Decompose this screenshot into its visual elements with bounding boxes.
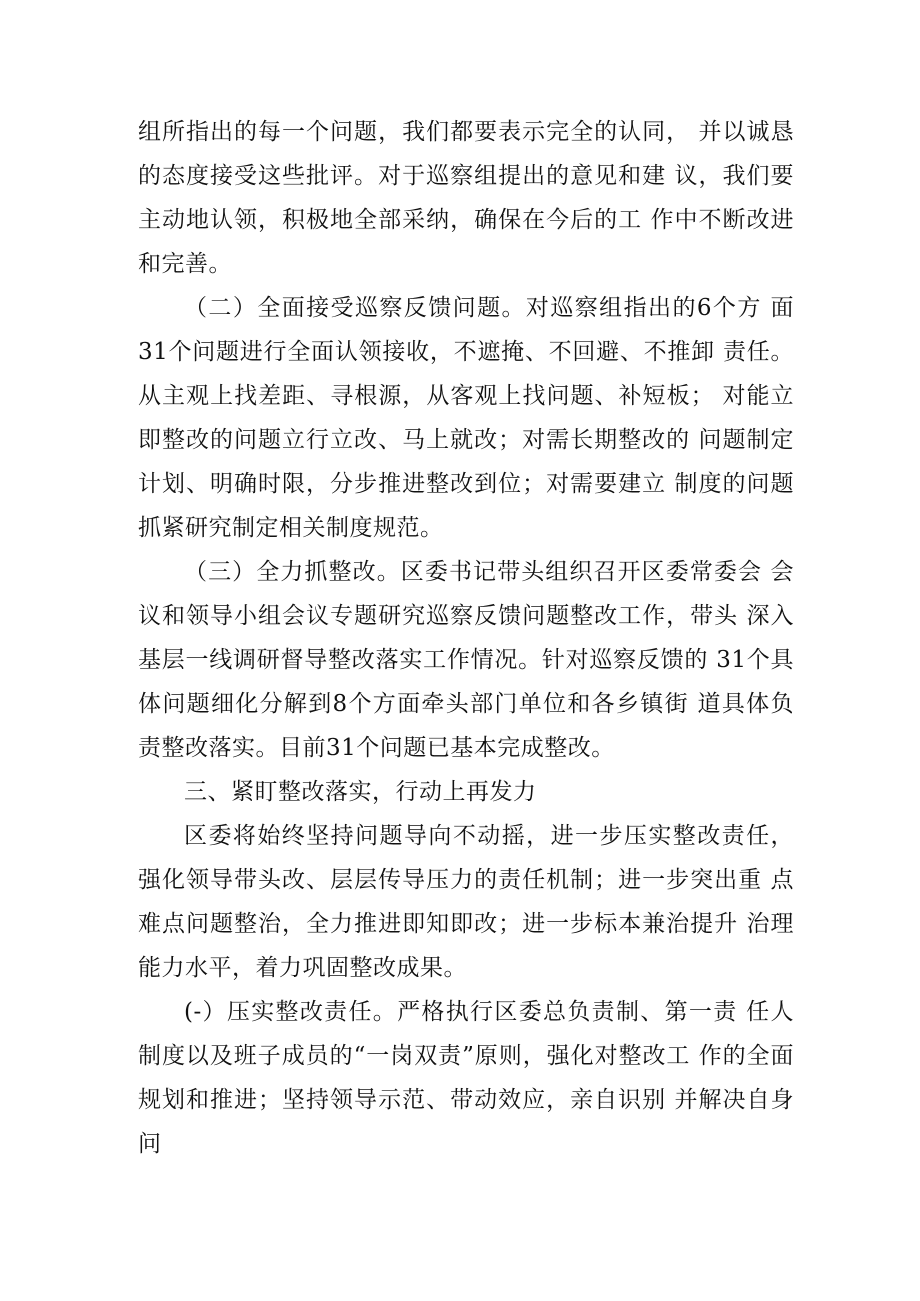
paragraph-accept-feedback: （二）全面接受巡察反馈问题。对巡察组指出的6个方 面31个问题进行全面认领接收，不遮掩、不回避、不推卸 责任。从主观上找差距、寻根源，从客观上找问题、补短板； 对能立即整改的问题立行立改、马上就改；对需长期整改的 问题制定计划、明确时限，分步推进整改到位；对需要建立 制度的问题抓紧研究制定相关制度规范。	[138, 295, 794, 541]
document-page	[138, 110, 794, 1166]
section-heading-3: 三、紧盯整改落实，行动上再发力	[184, 779, 537, 805]
paragraph-responsibility: (-）压实整改责任。严格执行区委总负责制、第一责 任人制度以及班子成员的“一岗双责”原则，强化对整改工 作的全面规划和推进；坚持领导示范、带动效应，亲自识别 并解决自身问	[138, 999, 794, 1157]
paragraph-full-rectification: （三）全力抓整改。区委书记带头组织召开区委常委会 会议和领导小组会议专题研究巡察反馈问题整改工作，带头 深入基层一线调研督导整改落实工作情况。针对巡察反馈的 31个具体问题细化分解到8个方面牵头部门单位和各乡镇街 道具体负责整改落实。目前31个问题已基本完成整改。	[138, 559, 794, 761]
paragraph-commitment: 区委将始终坚持问题导向不动摇，进一步压实整改责任，强化领导带头改、层层传导压力的责任机制；进一步突出重 点难点问题整治，全力推进即知即改；进一步标本兼治提升 治理能力水平，着力巩固整改成果。	[138, 823, 794, 981]
paragraph-continuation: 组所指出的每一个问题，我们都要表示完全的认同， 并以诚恳的态度接受这些批评。对于巡察组提出的意见和建 议，我们要主动地认领，积极地全部采纳，确保在今后的工 作中不断改进和完善。	[138, 119, 794, 277]
